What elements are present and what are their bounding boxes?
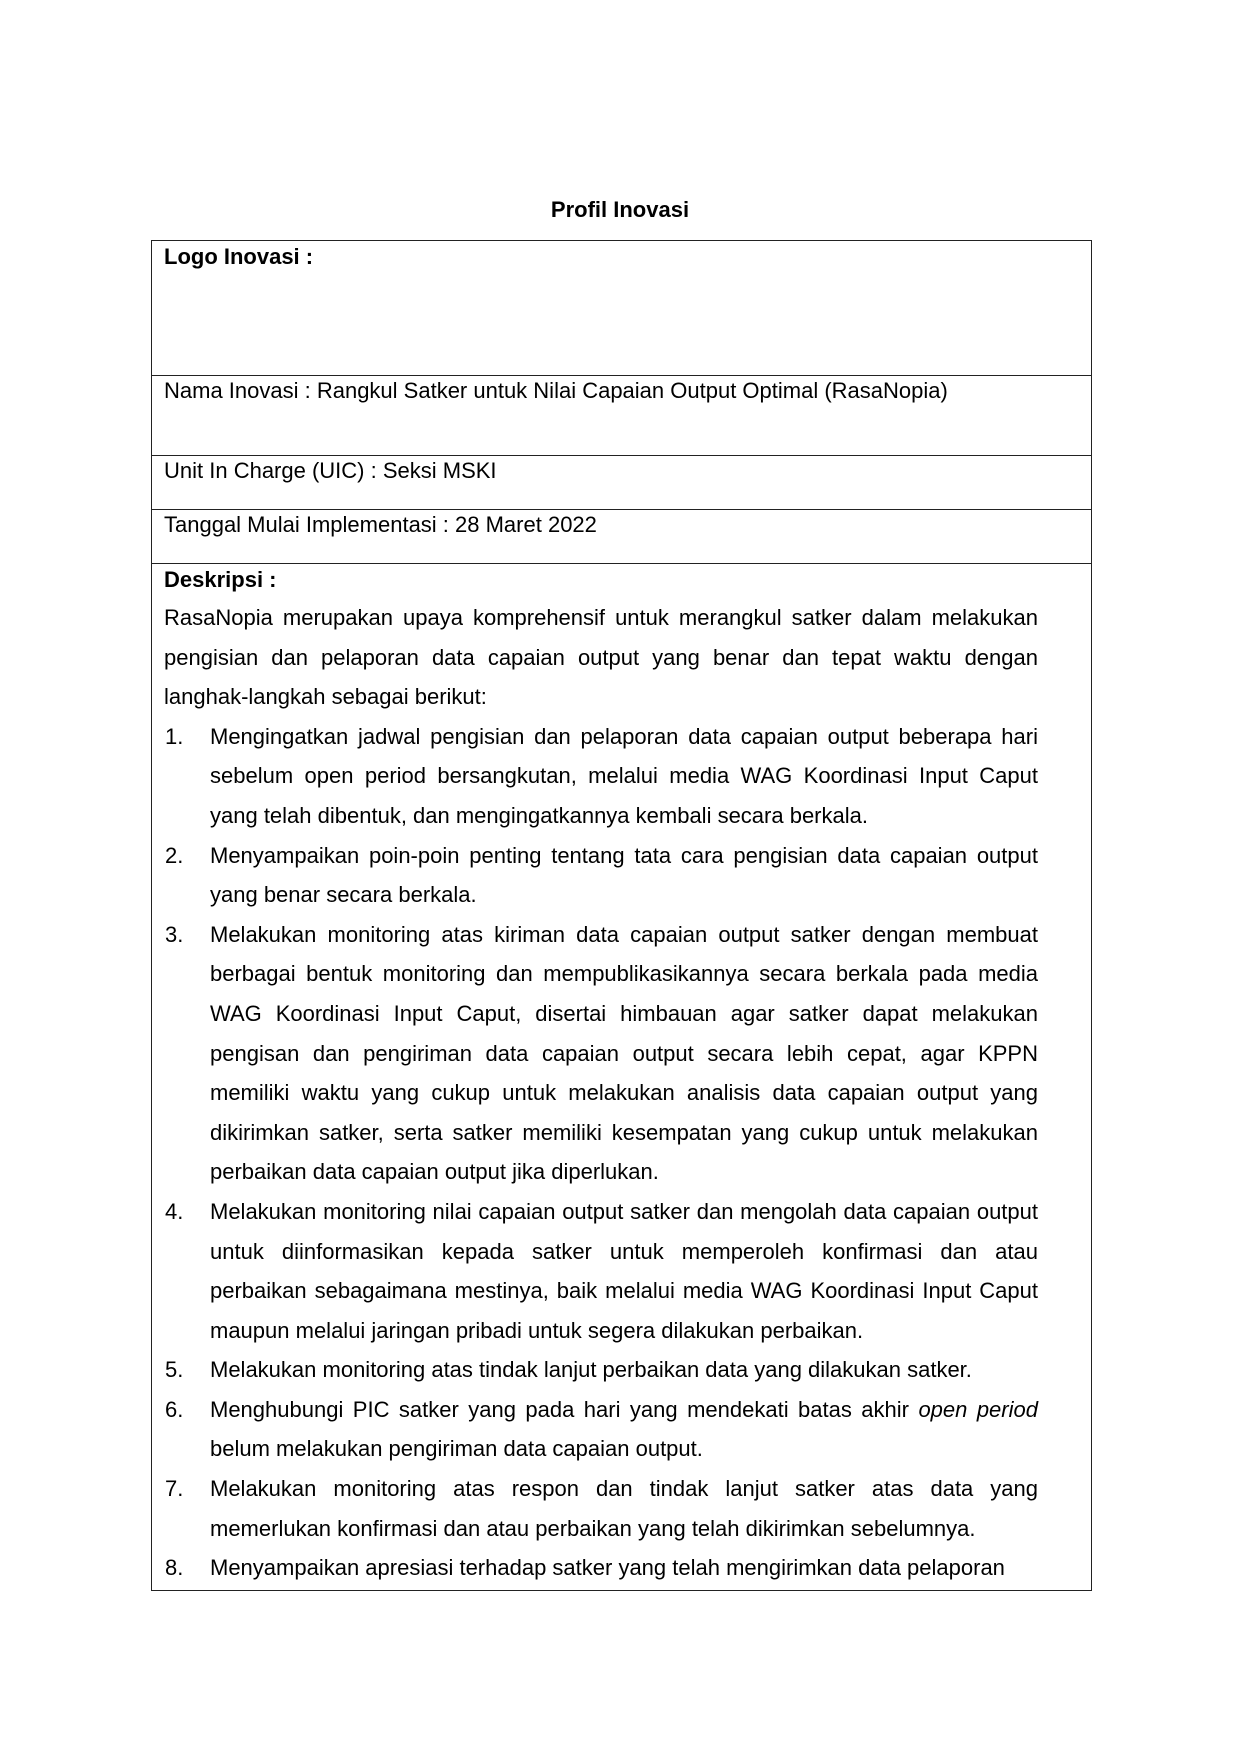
logo-label: Logo Inovasi : xyxy=(164,244,314,269)
list-item-text: Menyampaikan poin-poin penting tentang tata cara pengisian data capaian output yang benar secara berkala. xyxy=(210,842,1038,908)
list-item-text-end: belum melakukan pengiriman data capaian output. xyxy=(210,1436,703,1462)
list-item-number: 1. xyxy=(165,723,184,749)
deskripsi-intro: RasaNopia merupakan upaya komprehensif untuk merangkul satker dalam melakukan pengisian dan pelaporan data capaian output yang benar dan tepat waktu dengan langhak-langkah sebagai berikut: xyxy=(164,605,1038,710)
list-item xyxy=(164,1469,1038,1548)
list-item xyxy=(164,717,1038,836)
uic: Unit In Charge (UIC) : Seksi MSKI xyxy=(164,458,497,483)
list-item xyxy=(164,1350,1038,1390)
nama-inovasi-row xyxy=(152,376,1091,456)
list-item-number: 5. xyxy=(165,1357,184,1383)
list-item-text: Melakukan monitoring nilai capaian output satker dan mengolah data capaian output untuk diinformasikan kepada satker untuk memperoleh konfirmasi dan atau perbaikan sebagaimana mestinya, baik melalui media WAG Koordinasi Input Caput maupun melalui jaringan pribadi untuk segera dilakukan perbaikan. xyxy=(210,1198,1038,1343)
list-item xyxy=(164,915,1038,1192)
list-item-text: Menyampaikan apresiasi terhadap satker yang telah mengirimkan data pelaporan xyxy=(210,1555,1005,1581)
list-item-text: Melakukan monitoring atas tindak lanjut perbaikan data yang dilakukan satker. xyxy=(210,1357,972,1383)
logo-row xyxy=(152,241,1091,376)
list-item xyxy=(164,1390,1038,1469)
list-item xyxy=(164,836,1038,915)
list-item-number: 3. xyxy=(165,921,184,947)
list-item-text-start: Menghubungi PIC satker yang pada hari yang mendekati batas akhir xyxy=(210,1396,919,1422)
list-item-number: 7. xyxy=(165,1476,184,1502)
deskripsi-list xyxy=(164,717,1038,1588)
list-item-text: Melakukan monitoring atas kiriman data capaian output satker dengan membuat berbagai bentuk monitoring dan mempublikasikannya secara berkala pada media WAG Koordinasi Input Caput, disertai himbauan agar satker dapat melakukan pengisan dan pengiriman data capaian output secara lebih cepat, agar KPPN memiliki waktu yang cukup untuk melakukan analisis data capaian output yang dikirimkan satker, serta satker memiliki kesempatan yang cukup untuk melakukan perbaikan data capaian output jika diperlukan. xyxy=(210,921,1038,1185)
deskripsi-row xyxy=(152,564,1091,1588)
list-item-text: Mengingatkan jadwal pengisian dan pelaporan data capaian output beberapa hari sebelum open period bersangkutan, melalui media WAG Koordinasi Input Caput yang telah dibentuk, dan mengingatkannya kembali secara berkala. xyxy=(210,723,1038,828)
list-item-number: 6. xyxy=(165,1396,184,1422)
profile-table xyxy=(151,240,1092,1591)
list-item-number: 4. xyxy=(165,1198,184,1224)
uic-row xyxy=(152,456,1091,510)
nama-inovasi: Nama Inovasi : Rangkul Satker untuk Nilai Capaian Output Optimal (RasaNopia) xyxy=(164,378,948,403)
list-item-text-italic: open period xyxy=(918,1396,1038,1422)
list-item-number: 8. xyxy=(165,1555,184,1581)
deskripsi-label: Deskripsi : xyxy=(164,567,277,592)
list-item xyxy=(164,1192,1038,1350)
tanggal-mulai: Tanggal Mulai Implementasi : 28 Maret 2022 xyxy=(164,512,597,537)
tanggal-row xyxy=(152,510,1091,564)
list-item-text: Melakukan monitoring atas respon dan tindak lanjut satker atas data yang memerlukan konfirmasi dan atau perbaikan yang telah dikirimkan sebelumnya. xyxy=(210,1476,1038,1541)
list-item-number: 2. xyxy=(165,842,184,868)
page-title: Profil Inovasi xyxy=(550,197,690,222)
list-item xyxy=(164,1548,1038,1588)
